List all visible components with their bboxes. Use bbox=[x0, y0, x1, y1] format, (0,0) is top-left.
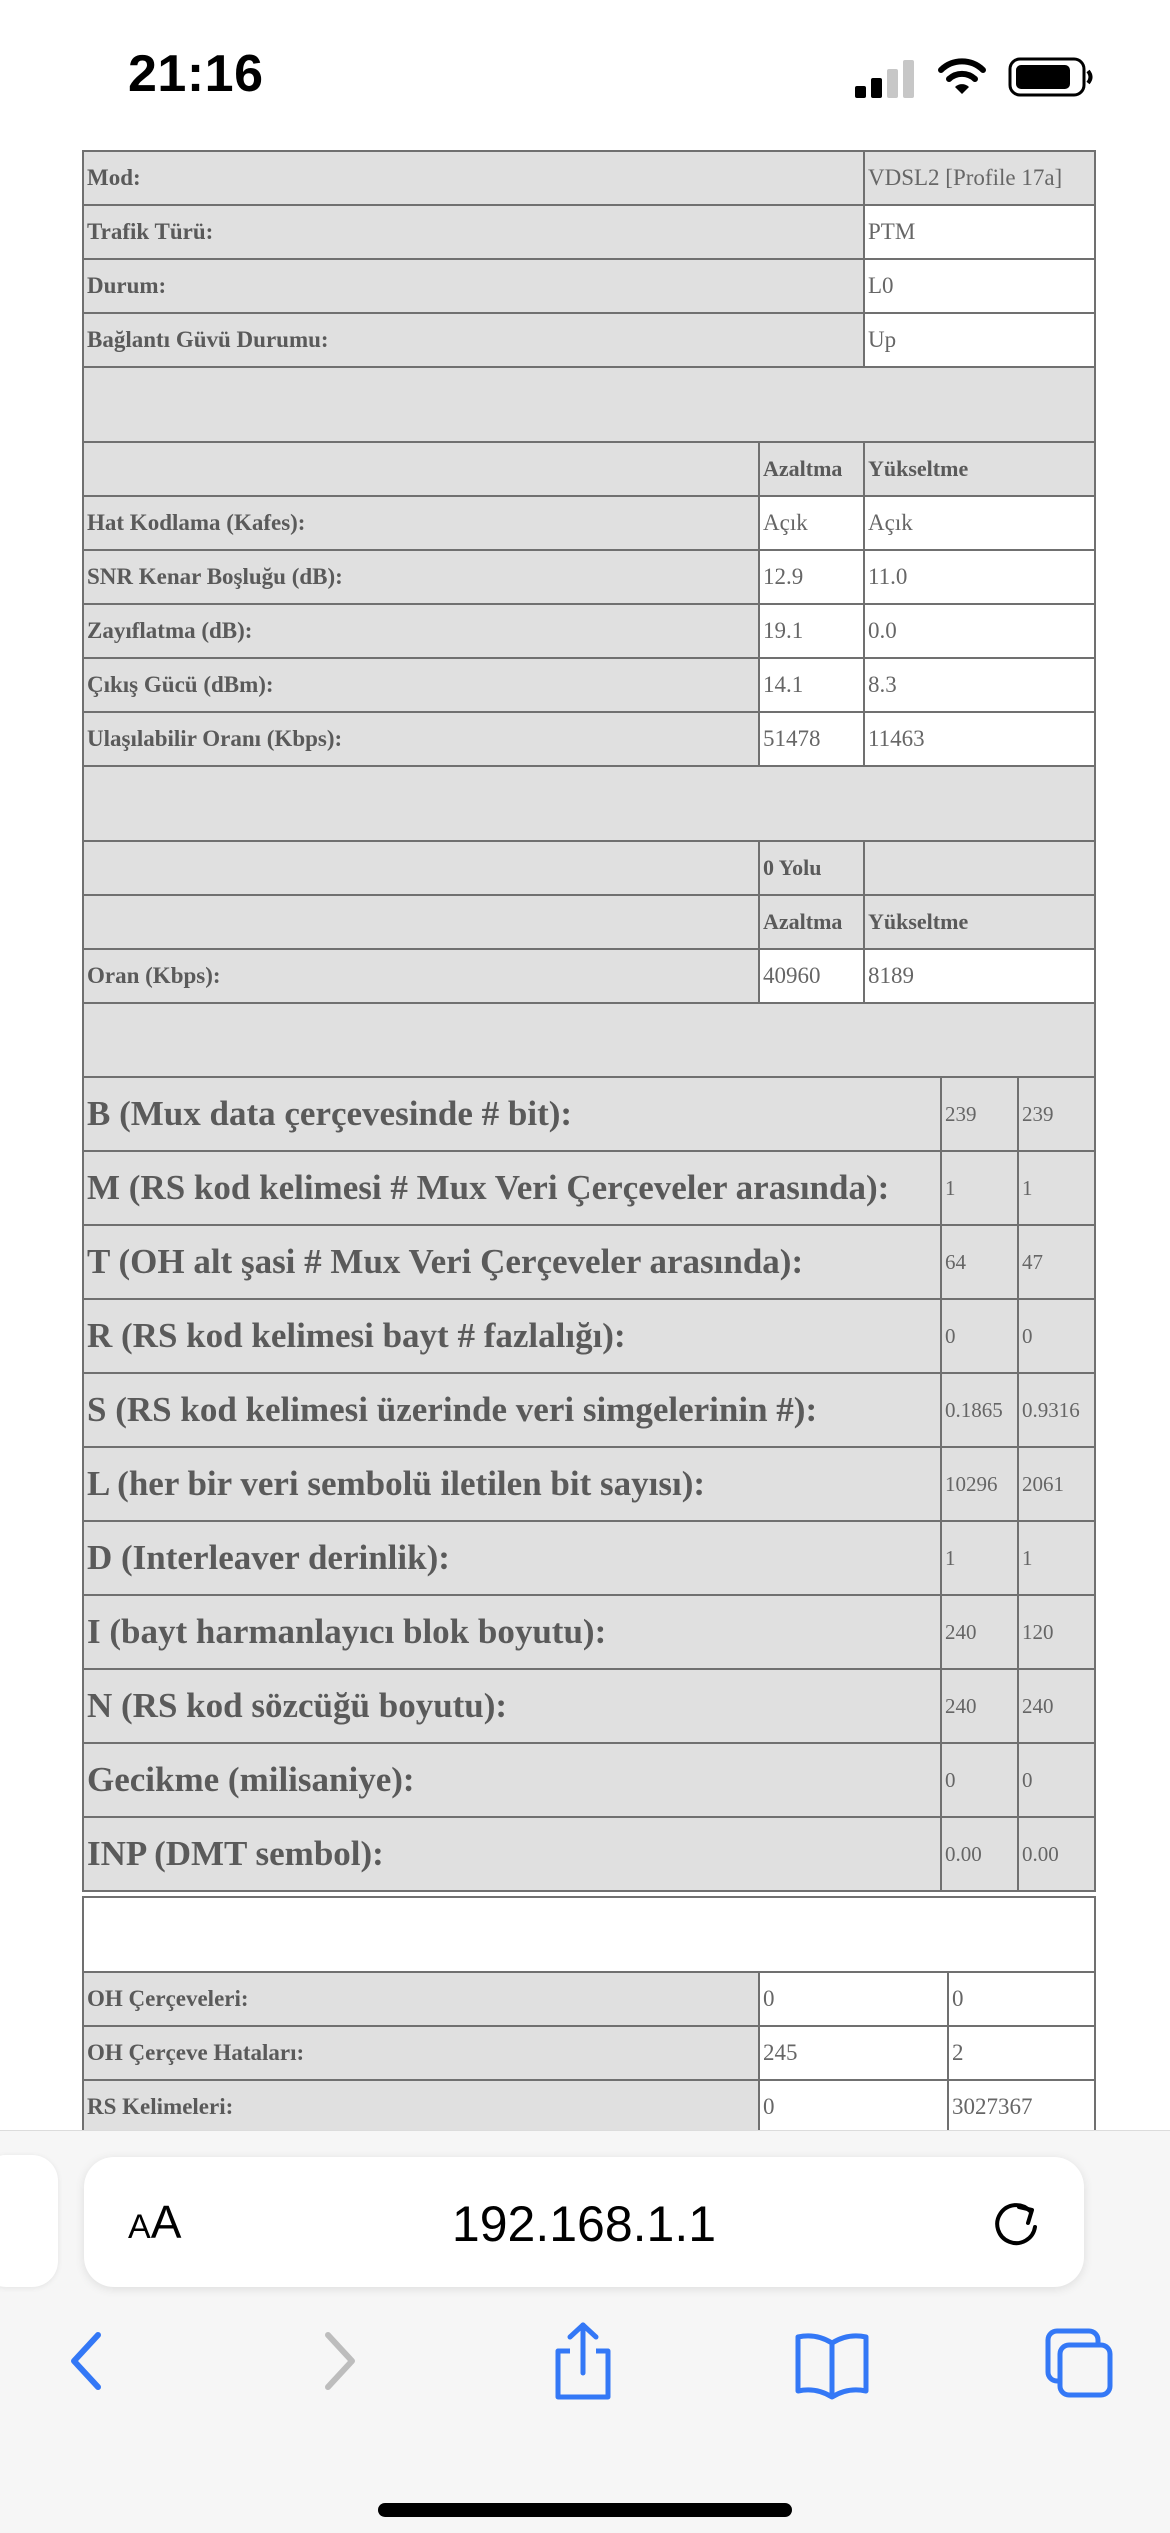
param-inp-up: 0.00 bbox=[1018, 1817, 1095, 1891]
downstream-header: Azaltma bbox=[759, 895, 864, 949]
text-size-large-glyph: A bbox=[150, 2196, 182, 2248]
param-t-label: T (OH alt şasi # Mux Veri Çerçeveler arasında): bbox=[83, 1225, 941, 1299]
param-t-up: 47 bbox=[1018, 1225, 1095, 1299]
back-icon[interactable] bbox=[62, 2321, 114, 2401]
header-blank-cell bbox=[83, 841, 759, 895]
snr-margin-down: 12.9 bbox=[759, 550, 864, 604]
traffic-type-label: Trafik Türü: bbox=[83, 205, 864, 259]
param-delay-up: 0 bbox=[1018, 1743, 1095, 1817]
param-delay-label: Gecikme (milisaniye): bbox=[83, 1743, 941, 1817]
downstream-header: Azaltma bbox=[759, 442, 864, 496]
param-r-up: 0 bbox=[1018, 1299, 1095, 1373]
share-icon[interactable] bbox=[548, 2321, 618, 2401]
section-spacer bbox=[83, 367, 1095, 442]
attenuation-up: 0.0 bbox=[864, 604, 1095, 658]
trellis-label: Hat Kodlama (Kafes): bbox=[83, 496, 759, 550]
oh-frames-down: 0 bbox=[759, 1972, 948, 2026]
wifi-icon bbox=[938, 56, 986, 98]
traffic-type-value: PTM bbox=[864, 205, 1095, 259]
header-blank-cell bbox=[864, 841, 1095, 895]
reload-icon[interactable] bbox=[990, 2197, 1042, 2249]
rate-label: Oran (Kbps): bbox=[83, 949, 759, 1003]
param-b-down: 239 bbox=[941, 1077, 1018, 1151]
link-power-state-value: Up bbox=[864, 313, 1095, 367]
trellis-up: Açık bbox=[864, 496, 1095, 550]
param-m-up: 1 bbox=[1018, 1151, 1095, 1225]
rs-words-label: RS Kelimeleri: bbox=[83, 2080, 759, 2130]
output-power-up: 8.3 bbox=[864, 658, 1095, 712]
param-m-label: M (RS kod kelimesi # Mux Veri Çerçeveler arasında): bbox=[83, 1151, 941, 1225]
oh-frame-errors-label: OH Çerçeve Hataları: bbox=[83, 2026, 759, 2080]
rs-words-up: 3027367 bbox=[948, 2080, 1095, 2130]
param-d-label: D (Interleaver derinlik): bbox=[83, 1521, 941, 1595]
header-blank-cell bbox=[83, 442, 759, 496]
snr-margin-label: SNR Kenar Boşluğu (dB): bbox=[83, 550, 759, 604]
snr-margin-up: 11.0 bbox=[864, 550, 1095, 604]
attainable-rate-label: Ulaşılabilir Oranı (Kbps): bbox=[83, 712, 759, 766]
param-n-up: 240 bbox=[1018, 1669, 1095, 1743]
param-m-down: 1 bbox=[941, 1151, 1018, 1225]
bookmarks-icon[interactable] bbox=[794, 2321, 870, 2401]
mode-value: VDSL2 [Profile 17a] bbox=[864, 151, 1095, 205]
param-r-label: R (RS kod kelimesi bayt # fazlalığı): bbox=[83, 1299, 941, 1373]
param-s-label: S (RS kod kelimesi üzerinde veri simgelerinin #): bbox=[83, 1373, 941, 1447]
browser-toolbar bbox=[0, 2130, 1170, 2533]
text-size-small-glyph: A bbox=[128, 2208, 151, 2246]
param-l-down: 10296 bbox=[941, 1447, 1018, 1521]
param-n-label: N (RS kod sözcüğü boyutu): bbox=[83, 1669, 941, 1743]
param-r-down: 0 bbox=[941, 1299, 1018, 1373]
output-power-down: 14.1 bbox=[759, 658, 864, 712]
rate-up: 8189 bbox=[864, 949, 1095, 1003]
forward-icon[interactable] bbox=[312, 2321, 364, 2401]
previous-tab-preview[interactable] bbox=[0, 2155, 58, 2287]
link-power-state-label: Bağlantı Güvü Durumu: bbox=[83, 313, 864, 367]
param-b-label: B (Mux data çerçevesinde # bit): bbox=[83, 1077, 941, 1151]
path-rate-table bbox=[82, 840, 1096, 1079]
attainable-rate-up: 11463 bbox=[864, 712, 1095, 766]
connection-info-table bbox=[82, 150, 1096, 443]
router-status-page[interactable] bbox=[0, 150, 1170, 2130]
framing-params-table bbox=[82, 1076, 1096, 1892]
param-b-up: 239 bbox=[1018, 1077, 1095, 1151]
param-i-up: 120 bbox=[1018, 1595, 1095, 1669]
path-0-header: 0 Yolu bbox=[759, 841, 864, 895]
param-s-down: 0.1865 bbox=[941, 1373, 1018, 1447]
tabs-icon[interactable] bbox=[1042, 2321, 1114, 2401]
upstream-header: Yükseltme bbox=[864, 442, 1095, 496]
rate-down: 40960 bbox=[759, 949, 864, 1003]
oh-frame-errors-up: 2 bbox=[948, 2026, 1095, 2080]
param-n-down: 240 bbox=[941, 1669, 1018, 1743]
home-indicator[interactable] bbox=[378, 2503, 792, 2517]
param-d-down: 1 bbox=[941, 1521, 1018, 1595]
oh-frames-label: OH Çerçeveleri: bbox=[83, 1972, 759, 2026]
battery-icon bbox=[1008, 56, 1094, 98]
header-blank-cell bbox=[83, 895, 759, 949]
status-bar bbox=[0, 0, 1170, 150]
counters-table bbox=[82, 1896, 1096, 2130]
param-t-down: 64 bbox=[941, 1225, 1018, 1299]
status-label: Durum: bbox=[83, 259, 864, 313]
signal-icon bbox=[855, 58, 917, 98]
trellis-down: Açık bbox=[759, 496, 864, 550]
param-i-down: 240 bbox=[941, 1595, 1018, 1669]
param-l-up: 2061 bbox=[1018, 1447, 1095, 1521]
param-d-up: 1 bbox=[1018, 1521, 1095, 1595]
output-power-label: Çıkış Gücü (dBm): bbox=[83, 658, 759, 712]
attenuation-label: Zayıflatma (dB): bbox=[83, 604, 759, 658]
param-s-up: 0.9316 bbox=[1018, 1373, 1095, 1447]
param-i-label: I (bayt harmanlayıcı blok boyutu): bbox=[83, 1595, 941, 1669]
rs-words-down: 0 bbox=[759, 2080, 948, 2130]
param-inp-down: 0.00 bbox=[941, 1817, 1018, 1891]
oh-frame-errors-down: 245 bbox=[759, 2026, 948, 2080]
param-delay-down: 0 bbox=[941, 1743, 1018, 1817]
section-spacer bbox=[83, 766, 1095, 841]
attainable-rate-down: 51478 bbox=[759, 712, 864, 766]
section-spacer bbox=[83, 1003, 1095, 1078]
param-inp-label: INP (DMT sembol): bbox=[83, 1817, 941, 1891]
attenuation-down: 19.1 bbox=[759, 604, 864, 658]
mode-label: Mod: bbox=[83, 151, 864, 205]
line-stats-table bbox=[82, 441, 1096, 842]
upstream-header: Yükseltme bbox=[864, 895, 1095, 949]
status-value: L0 bbox=[864, 259, 1095, 313]
section-spacer bbox=[83, 1897, 1095, 1972]
oh-frames-up: 0 bbox=[948, 1972, 1095, 2026]
address-bar[interactable] bbox=[84, 2157, 1084, 2287]
status-time: 21:16 bbox=[128, 45, 264, 103]
param-l-label: L (her bir veri sembolü iletilen bit sayısı): bbox=[83, 1447, 941, 1521]
url-text[interactable]: 192.168.1.1 bbox=[451, 2196, 717, 2252]
